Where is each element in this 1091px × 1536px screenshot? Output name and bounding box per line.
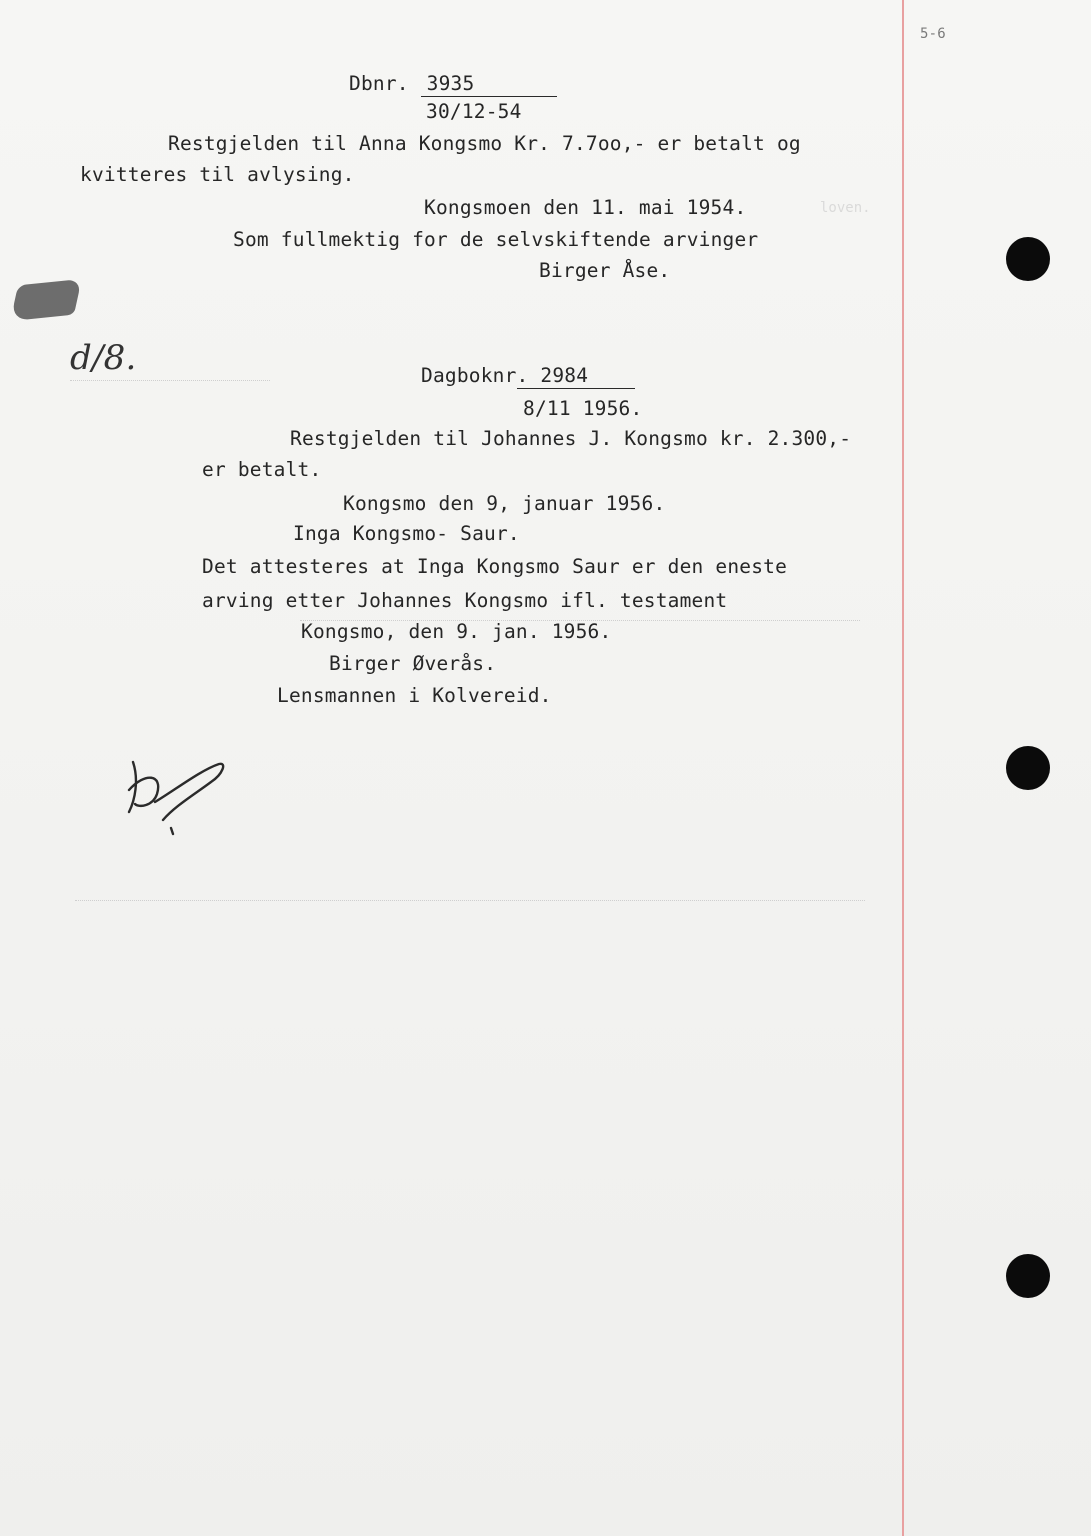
attest-name: Birger Øverås.	[329, 652, 497, 675]
dagbok-value: . 2984	[517, 364, 635, 389]
entry2-place-date: Kongsmo den 9, januar 1956.	[343, 492, 666, 515]
dbnr-value: 3935	[421, 72, 557, 97]
attest-line2: arving etter Johannes Kongsmo ifl. testament	[202, 589, 728, 612]
entry2-signer: Inga Kongsmo- Saur.	[293, 522, 520, 545]
entry1-text-line2: kvitteres til avlysing.	[80, 163, 355, 186]
bleed-dotted-line	[75, 900, 865, 901]
entry1-text-line1: Restgjelden til Anna Kongsmo Kr. 7.7oo,- er betalt og	[168, 132, 801, 155]
entry1-date: 30/12-54	[426, 100, 522, 123]
punch-hole	[1006, 746, 1050, 790]
entry2-text-line1: Restgjelden til Johannes J. Kongsmo kr. 2.300,-	[290, 427, 852, 450]
entry2-text-line2: er betalt.	[202, 458, 322, 481]
attest-line1: Det attesteres at Inga Kongsmo Saur er den eneste	[202, 555, 788, 578]
red-margin-line	[902, 0, 904, 1536]
entry1-signatory-name: Birger Åse.	[539, 259, 671, 282]
dbnr-label: Dbnr.	[349, 72, 421, 95]
handwritten-signature	[115, 750, 235, 840]
margin-note: d/8.	[70, 338, 137, 378]
entry2-date: 8/11 1956.	[523, 397, 643, 420]
dagbok-line	[421, 364, 635, 389]
attest-title: Lensmannen i Kolvereid.	[277, 684, 552, 707]
dagbok-label: Dagboknr	[421, 364, 517, 387]
ink-smudge	[10, 279, 82, 321]
dbnr-line	[349, 72, 557, 97]
entry1-signatory-line: Som fullmektig for de selvskiftende arvinger	[233, 228, 759, 251]
punch-hole	[1006, 237, 1050, 281]
corner-mark: 5-6	[920, 26, 946, 42]
bleed-dotted-line	[70, 380, 270, 381]
attest-place-date: Kongsmo, den 9. jan. 1956.	[301, 620, 612, 643]
entry1-place-date: Kongsmoen den 11. mai 1954.	[424, 196, 747, 219]
bleed-through-text: loven.	[820, 200, 871, 216]
punch-hole	[1006, 1254, 1050, 1298]
